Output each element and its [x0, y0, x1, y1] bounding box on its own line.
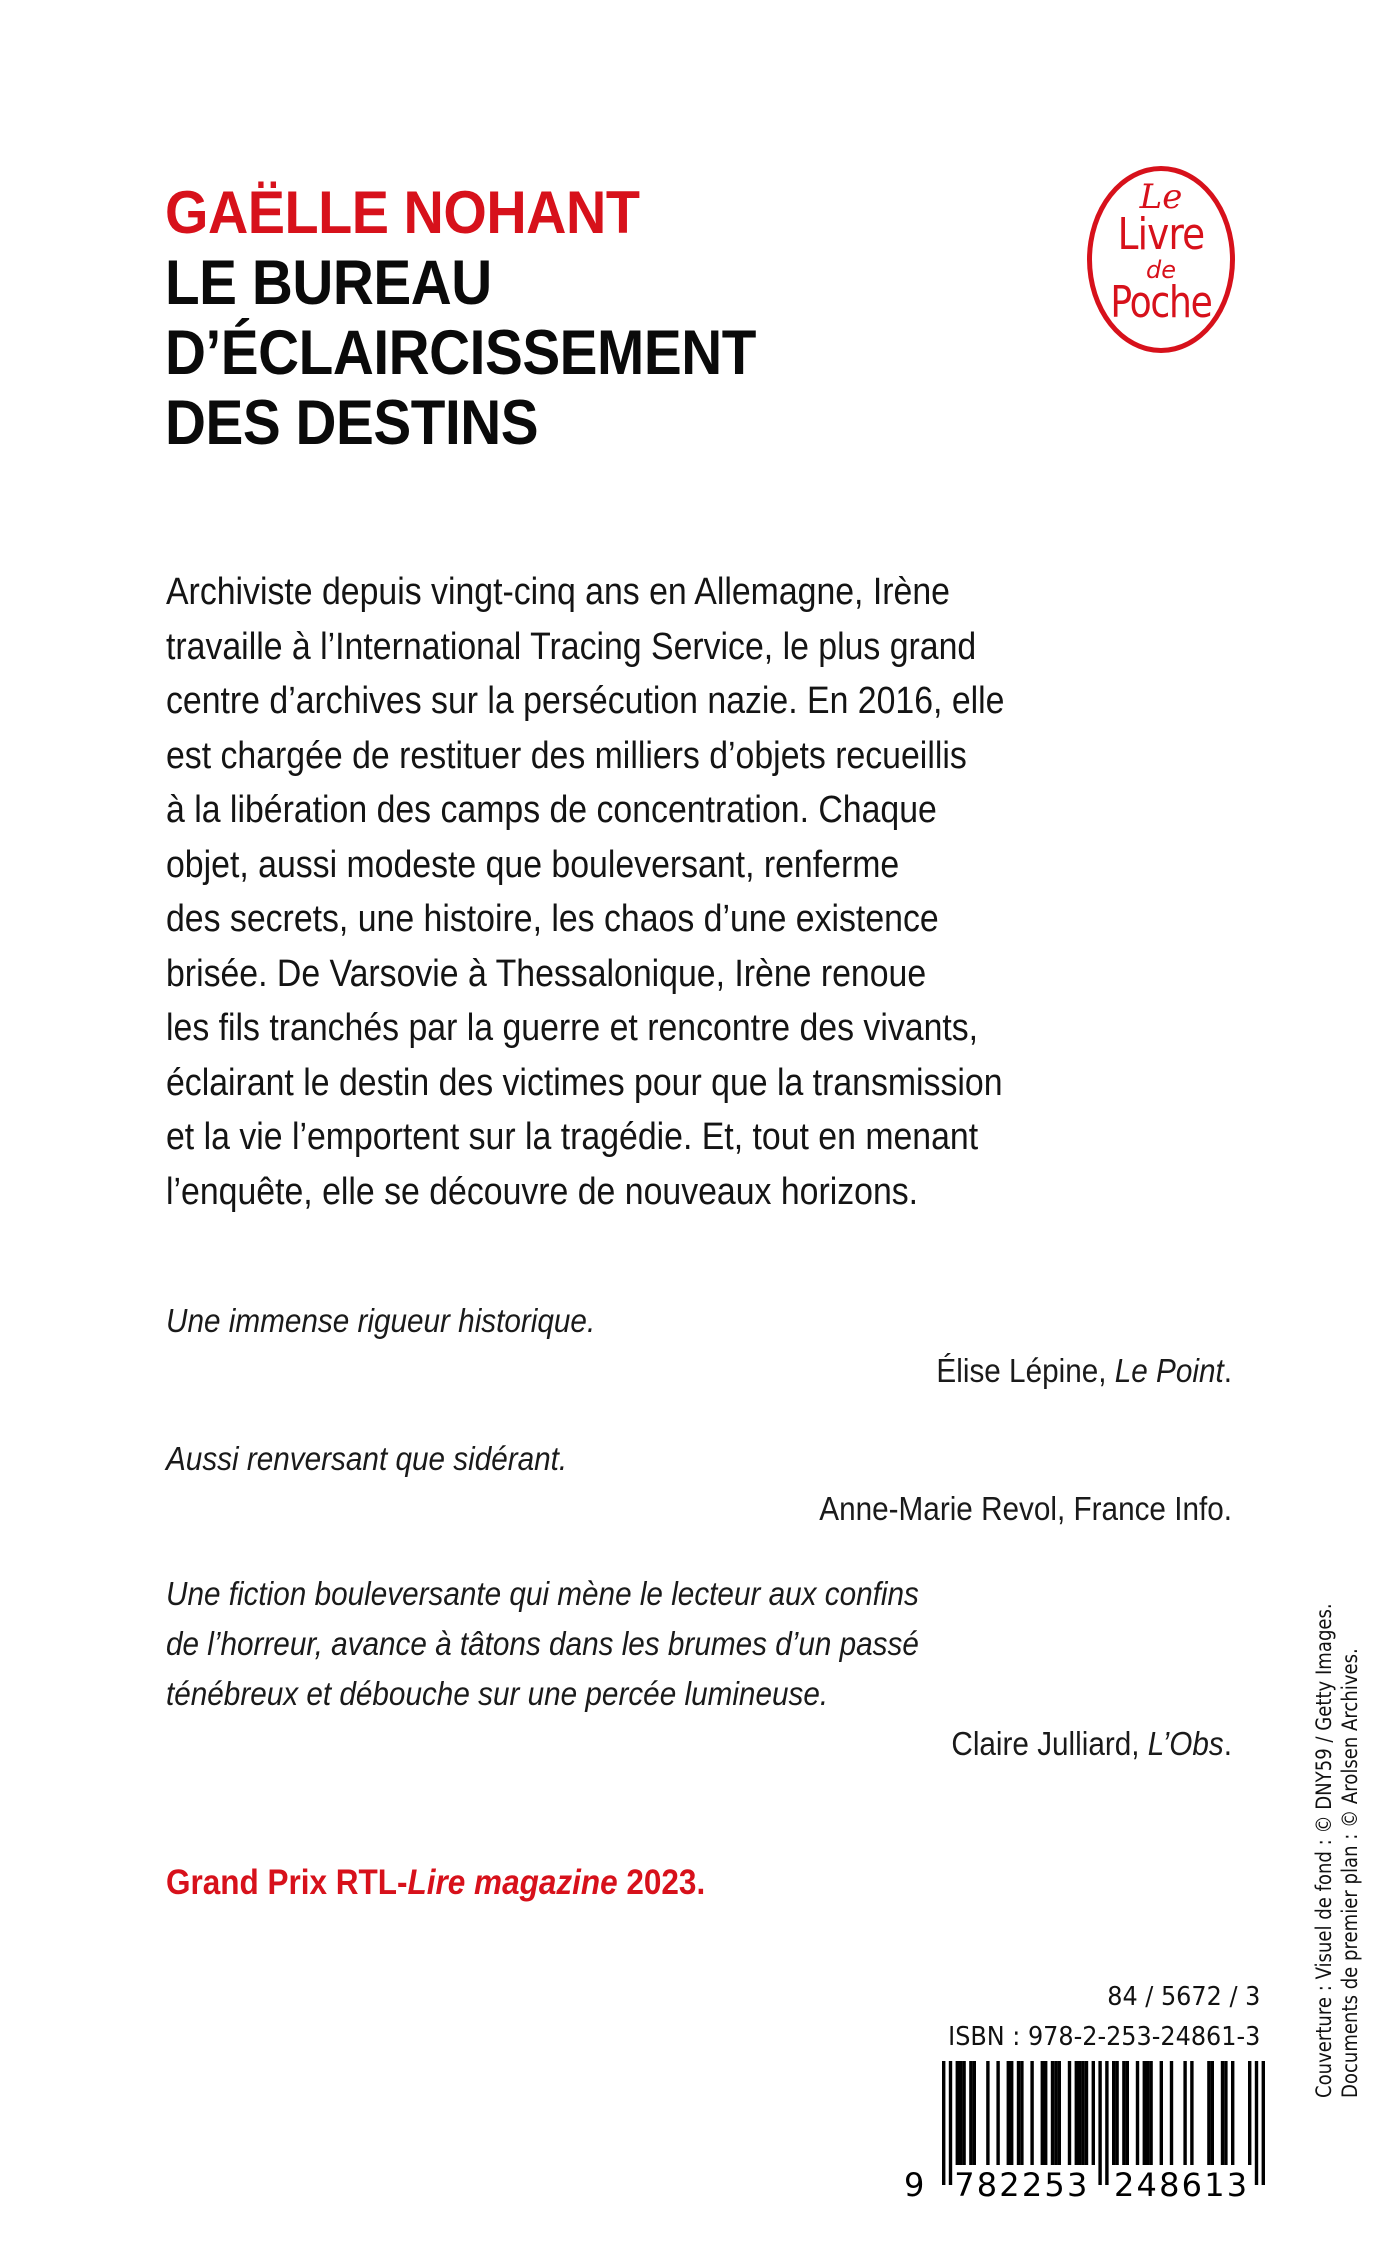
blurb-line: à la libération des camps de concentration. Chaque: [166, 789, 937, 831]
author-name: GAËLLE NOHANT: [165, 179, 640, 246]
press-quote-2: [166, 1434, 1232, 1534]
quote-source: France Info: [1073, 1490, 1224, 1527]
prize-text: Grand Prix RTL-: [166, 1863, 408, 1902]
book-title: [165, 248, 756, 458]
blurb-line: travaille à l’International Tracing Service, le plus grand: [166, 625, 977, 668]
cover-credits: [1311, 1523, 1363, 2098]
quote-attribution: [273, 1346, 1232, 1396]
svg-text:248613: 248613: [1114, 2166, 1250, 2201]
quote-attribution: [273, 1719, 1232, 1769]
quote-author: Anne-Marie Revol,: [819, 1490, 1074, 1527]
title-line: DES DESTINS: [165, 388, 539, 458]
quote-end: .: [1223, 1725, 1232, 1762]
quote-end: .: [1223, 1352, 1232, 1389]
quote-source: Le Point: [1114, 1352, 1224, 1389]
logo-text-poche: Poche: [1110, 277, 1212, 328]
prize-magazine: Lire magazine: [407, 1863, 618, 1902]
credit-line: Couverture : Visuel de fond : © DNY59 / Getty Images.: [1312, 1603, 1336, 2098]
title-line: D’ÉCLAIRCISSEMENT: [165, 318, 756, 388]
ean13-barcode: [900, 2061, 1270, 2201]
quote-text: Aussi renversant que sidérant.: [166, 1440, 568, 1477]
svg-text:9: 9: [904, 2166, 925, 2201]
blurb-line: est chargée de restituer des milliers d’objets recueillis: [166, 734, 967, 777]
quote-text: Une fiction bouleversante qui mène le lecteur aux confins: [166, 1575, 919, 1612]
blurb-line: les fils tranchés par la guerre et rencontre des vivants,: [166, 1007, 979, 1049]
catalog-number: 84 / 5672 / 3: [1106, 1982, 1260, 2012]
quote-author: Élise Lépine,: [936, 1352, 1115, 1389]
press-quote-1: [166, 1296, 1232, 1396]
back-cover-blurb: [166, 565, 1266, 1219]
quote-text: de l’horreur, avance à tâtons dans les brumes d’un passé: [166, 1625, 919, 1662]
quote-source: L’Obs: [1147, 1725, 1224, 1762]
quote-attribution: [273, 1484, 1232, 1534]
blurb-line: des secrets, une histoire, les chaos d’une existence: [166, 898, 939, 940]
press-quote-3: [166, 1569, 1232, 1769]
quote-text: Une immense rigueur historique.: [166, 1302, 596, 1339]
isbn: ISBN : 978-2-253-24861-3: [947, 2022, 1260, 2052]
blurb-line: objet, aussi modeste que bouleversant, renferme: [166, 843, 900, 886]
title-line: LE BUREAU: [165, 248, 492, 318]
quote-text: ténébreux et débouche sur une percée lumineuse.: [166, 1675, 829, 1712]
quote-end: .: [1223, 1490, 1232, 1527]
barcode-graphic: [900, 2061, 1270, 2201]
blurb-line: Archiviste depuis vingt-cinq ans en Allemagne, Irène: [166, 571, 950, 613]
blurb-line: et la vie l’emportent sur la tragédie. Et, tout en menant: [166, 1116, 979, 1158]
prize-award: [166, 1861, 705, 1905]
book-codes: [921, 1977, 1260, 2057]
credit-line: Documents de premier plan : © Arolsen Archives.: [1338, 1648, 1362, 2098]
blurb-line: centre d’archives sur la persécution nazie. En 2016, elle: [166, 680, 1005, 722]
blurb-line: éclairant le destin des victimes pour que la transmission: [166, 1061, 1003, 1104]
blurb-line: l’enquête, elle se découvre de nouveaux horizons.: [166, 1170, 919, 1213]
logo-text-le: Le: [1139, 177, 1183, 217]
quote-author: Claire Julliard,: [951, 1725, 1148, 1762]
publisher-logo: [1087, 166, 1235, 353]
svg-text:782253: 782253: [954, 2166, 1090, 2201]
prize-year: 2023.: [617, 1863, 706, 1902]
blurb-line: brisée. De Varsovie à Thessalonique, Irène renoue: [166, 952, 927, 995]
logo-text-livre: Livre: [1117, 209, 1205, 260]
logo-text-de: de: [1146, 256, 1176, 284]
